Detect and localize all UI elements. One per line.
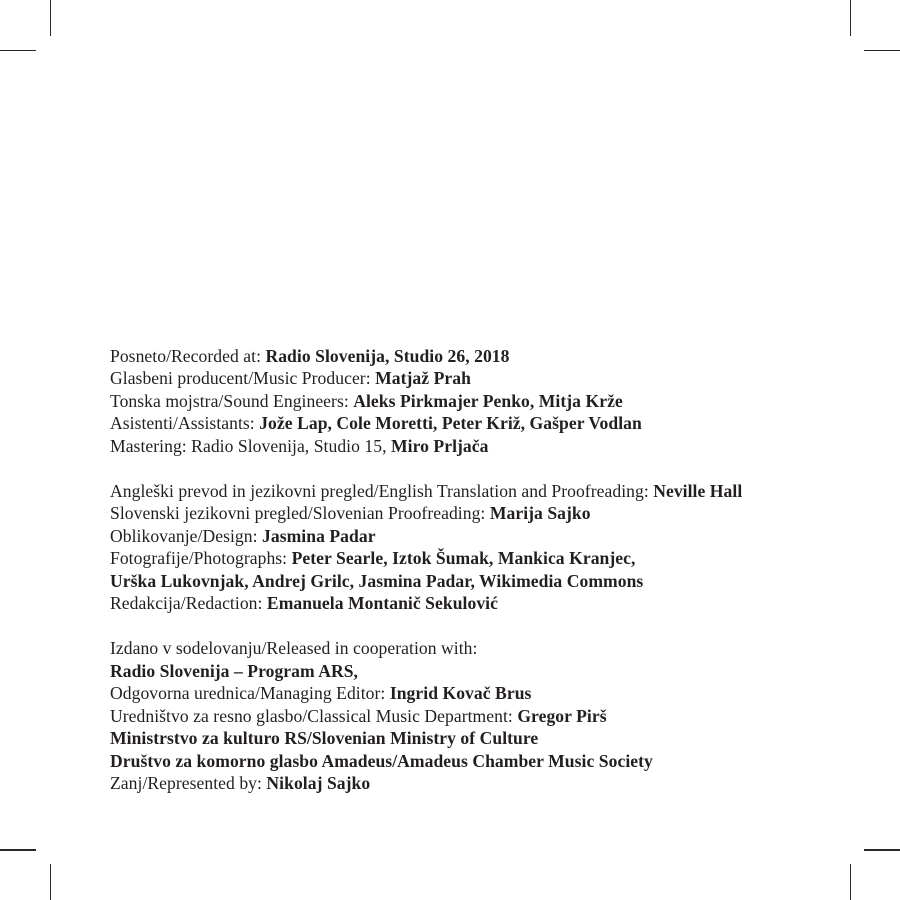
credit-value: Jože Lap, Cole Moretti, Peter Križ, Gašper Vodlan (259, 413, 642, 433)
crop-mark-bottom-left-horizontal (0, 849, 36, 850)
credit-label: Angleški prevod in jezikovni pregled/English Translation and Proofreading: (110, 480, 654, 501)
credit-value: Aleks Pirkmajer Penko, Mitja Krže (353, 390, 623, 411)
credit-label: Redakcija/Redaction: (110, 593, 267, 613)
recording-credits-block (110, 345, 855, 458)
credit-label: Odgovorna urednica/Managing Editor: (110, 683, 390, 703)
crop-mark-top-left-horizontal (0, 50, 36, 51)
credit-label: Izdano v sodelovanju/Released in cooperation with: (110, 638, 478, 658)
credit-value: Emanuela Montanič Sekulović (266, 593, 498, 613)
line-slovenian-proofreading (110, 502, 855, 525)
line-represented-by (110, 772, 855, 795)
credit-label: Slovenski jezikovni pregled/Slovenian Proofreading: (110, 503, 490, 523)
credit-label: Posneto/Recorded at: (110, 345, 266, 366)
line-ministry-of-culture (110, 727, 855, 750)
line-mastering (110, 435, 855, 458)
line-sound-engineers (110, 390, 855, 413)
cooperation-credits-block (110, 637, 855, 795)
line-recorded-at (110, 345, 855, 368)
line-classical-music-department (110, 705, 855, 728)
credit-label: Oblikovanje/Design: (110, 525, 262, 546)
credit-label: Uredništvo za resno glasbo/Classical Music Department: (110, 705, 518, 726)
crop-mark-bottom-left-vertical (50, 864, 51, 900)
credit-label: Mastering: Radio Slovenija, Studio 15, (110, 435, 391, 456)
line-photographs-2 (110, 570, 855, 593)
line-radio-slovenija-ars (110, 660, 855, 683)
credit-value: Miro Prljača (391, 435, 489, 456)
credit-label: Asistenti/Assistants: (110, 413, 260, 433)
credit-label: Zanj/Represented by: (110, 773, 267, 793)
credit-value: Peter Searle, Iztok Šumak, Mankica Kranjec, (291, 548, 636, 568)
credit-value: Ministrstvo za kulturo RS/Slovenian Ministry of Culture (110, 728, 539, 748)
credit-value: Neville Hall (653, 480, 743, 501)
crop-mark-top-left-vertical (50, 0, 51, 36)
credits-page (110, 345, 855, 795)
line-managing-editor (110, 682, 855, 705)
credit-value: Jasmina Padar (262, 525, 376, 546)
crop-mark-top-right-vertical (850, 0, 851, 36)
credit-value: Društvo za komorno glasbo Amadeus/Amadeus Chamber Music Society (110, 750, 653, 771)
editorial-credits-block (110, 480, 855, 615)
credit-value: Urška Lukovnjak, Andrej Grilc, Jasmina Padar, Wikimedia Commons (110, 570, 644, 591)
crop-mark-bottom-right-vertical (850, 864, 851, 900)
line-released-in-cooperation (110, 637, 855, 660)
credit-label: Glasbeni producent/Music Producer: (110, 368, 376, 388)
line-design (110, 525, 855, 548)
line-assistants (110, 412, 855, 435)
line-amadeus-society (110, 750, 855, 773)
credit-value: Marija Sajko (489, 503, 591, 523)
credit-value: Radio Slovenija, Studio 26, 2018 (265, 345, 510, 366)
credit-value: Nikolaj Sajko (266, 773, 371, 793)
credit-label: Tonska mojstra/Sound Engineers: (110, 390, 354, 411)
credit-value: Ingrid Kovač Brus (389, 683, 532, 703)
credit-value: Gregor Pirš (517, 705, 607, 726)
line-english-translation (110, 480, 855, 503)
line-photographs-1 (110, 547, 855, 570)
credit-value: Radio Slovenija – Program ARS, (110, 660, 358, 681)
line-redaction (110, 592, 855, 615)
credit-label: Fotografije/Photographs: (110, 548, 292, 568)
credit-value: Matjaž Prah (375, 368, 471, 388)
crop-mark-bottom-right-horizontal (864, 849, 900, 850)
line-music-producer (110, 367, 855, 390)
crop-mark-top-right-horizontal (864, 50, 900, 51)
